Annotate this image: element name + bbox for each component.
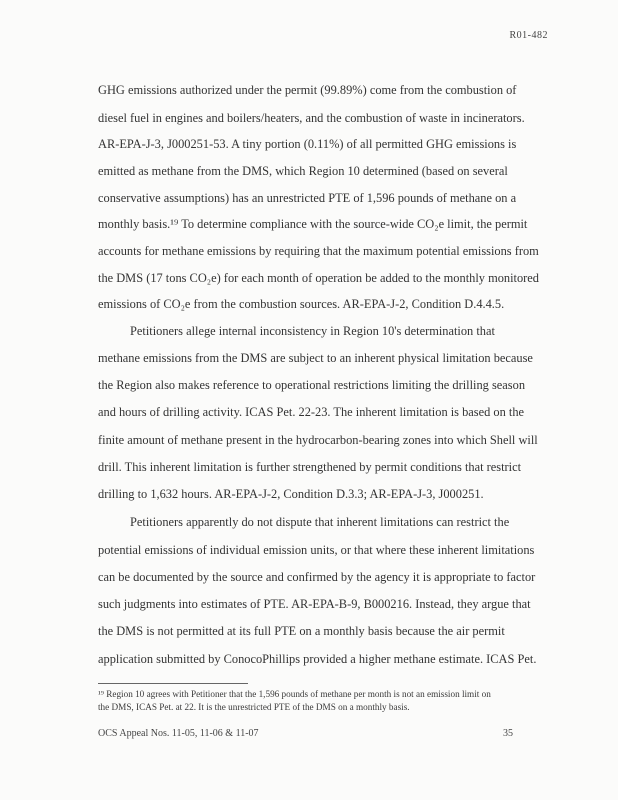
body-line: monthly basis.¹⁹ To determine compliance with the source-wide CO₂e limit, the permit — [98, 217, 528, 231]
body-line: can be documented by the source and confirmed by the agency it is appropriate to factor — [98, 570, 536, 584]
body-line: emissions of CO₂e from the combustion sources. AR-EPA-J-2, Condition D.4.4.5. — [98, 297, 505, 311]
body-line: accounts for methane emissions by requiring that the maximum potential emissions from — [98, 244, 539, 258]
body-line: the Region also makes reference to operational restrictions limiting the drilling season — [98, 378, 526, 392]
body-line: GHG emissions authorized under the permit (99.89%) come from the combustion of — [98, 83, 517, 97]
body-line: Petitioners allege internal inconsistency in Region 10's determination that — [130, 324, 495, 338]
body-line: AR-EPA-J-3, J000251-53. A tiny portion (0.11%) of all permitted GHG emissions is — [98, 137, 517, 151]
body-line: the DMS is not permitted at its full PTE on a monthly basis because the air permit — [98, 624, 505, 638]
body-line: drill. This inherent limitation is further strengthened by permit conditions that restrict — [98, 460, 522, 474]
body-line: conservative assumptions) has an unrestricted PTE of 1,596 pounds of methane on a — [98, 191, 517, 205]
body-line: potential emissions of individual emission units, or that where these inherent limitations — [98, 543, 535, 557]
footnote-divider — [98, 683, 248, 684]
body-line: and hours of drilling activity. ICAS Pet. 22-23. The inherent limitation is based on the — [98, 405, 525, 419]
footer-case-number: OCS Appeal Nos. 11-05, 11-06 & 11-07 — [98, 728, 259, 739]
page-number: 35 — [503, 728, 513, 739]
body-line: drilling to 1,632 hours. AR-EPA-J-2, Condition D.3.3; AR-EPA-J-3, J000251. — [98, 487, 484, 501]
body-line: such judgments into estimates of PTE. AR-EPA-B-9, B000216. Instead, they argue that — [98, 597, 531, 611]
body-line: the DMS (17 tons CO₂e) for each month of operation be added to the monthly monitored — [98, 271, 539, 285]
body-line: application submitted by ConocoPhillips provided a higher methane estimate. ICAS Pet. — [98, 652, 537, 666]
body-line: Petitioners apparently do not dispute that inherent limitations can restrict the — [130, 515, 510, 529]
body-line: finite amount of methane present in the hydrocarbon-bearing zones into which Shell will — [98, 433, 538, 447]
footnote-line: ¹⁹ Region 10 agrees with Petitioner that the 1,596 pounds of methane per month is not an emission limit on — [98, 689, 491, 699]
footnote-line: the DMS, ICAS Pet. at 22. It is the unrestricted PTE of the DMS on a monthly basis. — [98, 702, 410, 712]
body-line: methane emissions from the DMS are subject to an inherent physical limitation because — [98, 351, 533, 365]
body-line: emitted as methane from the DMS, which Region 10 determined (based on several — [98, 164, 508, 178]
body-line: diesel fuel in engines and boilers/heaters, and the combustion of waste in incinerators. — [98, 111, 525, 125]
header-document-id: R01-482 — [509, 30, 548, 41]
